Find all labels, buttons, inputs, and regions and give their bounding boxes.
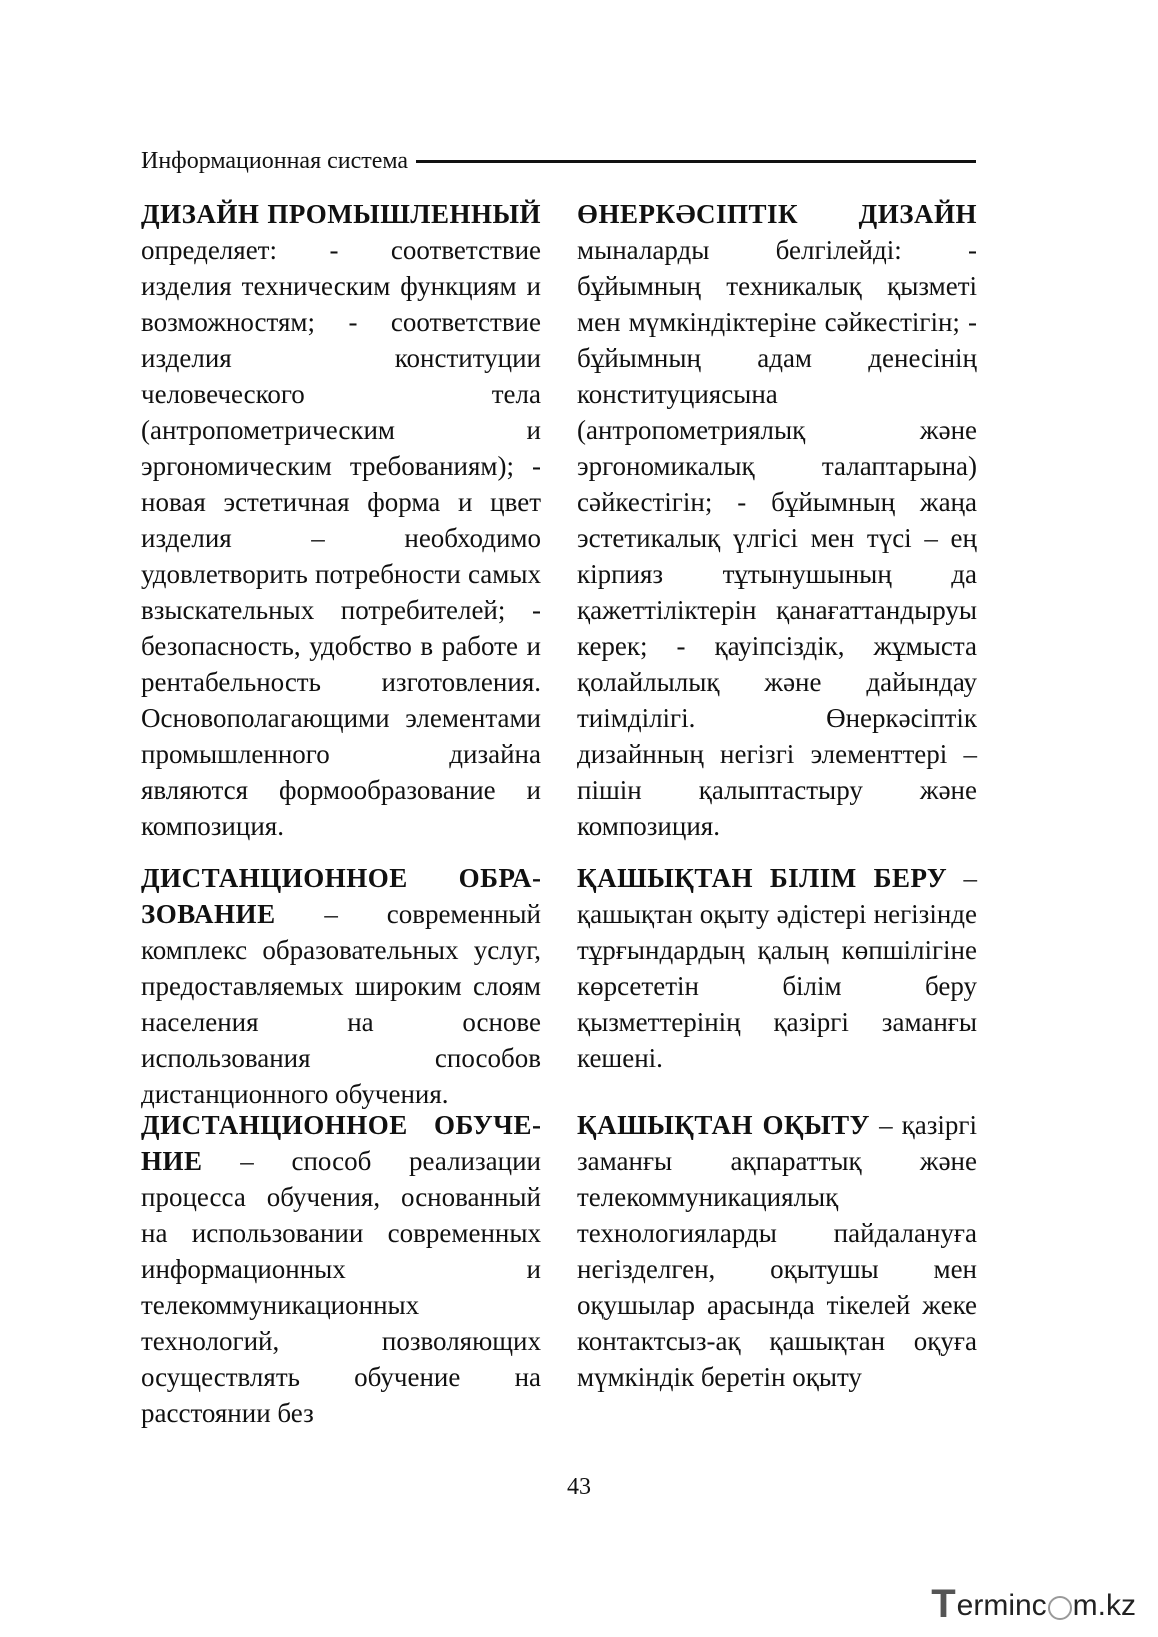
- entry-body: – қашықтан оқыту әдістері негізінде тұрғындардың қалың көпшілігіне көрсететін білім беру қызметтерінің қазіргі заманғы кешені.: [577, 863, 977, 1073]
- entry-term: ҚАШЫҚТАН БІЛІМ БЕРУ: [577, 863, 948, 893]
- page-number: 43: [567, 1474, 591, 1500]
- entry-term: ДИЗАЙН ПРОМЫШЛЕННЫЙ: [141, 199, 541, 229]
- magnifier-icon: [1048, 1596, 1072, 1620]
- entry-industrial-design-kk: [577, 196, 977, 860]
- entry-distance-learning-kk: [577, 1107, 977, 1395]
- entry-distance-education-ru: [141, 860, 541, 1107]
- watermark-text-part1: erminc: [956, 1589, 1047, 1622]
- header-title: Информационная система: [141, 147, 409, 174]
- entry-distance-education-kk: [577, 860, 977, 1107]
- left-column: [141, 196, 541, 1431]
- entry-term: ӨНЕРКӘСІПТІК ДИЗАЙН: [577, 199, 977, 229]
- entry-term: ДИСТАНЦИОННОЕ ОБРАЗОВАНИЕ: [141, 863, 541, 929]
- entry-body: – қазіргі заманғы ақпараттық және телекоммуникациялық технологияларды пайдалануға негізделген, оқытушы мен оқушылар арасында тікелей жеке контактсыз-ақ қашықтан оқуға мүмкіндік беретін оқыту: [577, 1110, 977, 1392]
- entry-distance-learning-ru: [141, 1107, 541, 1431]
- watermark-text-part2: m.kz: [1072, 1589, 1136, 1622]
- entry-term: ҚАШЫҚТАН ОҚЫТУ: [577, 1110, 870, 1140]
- entry-body: определяет: - соответствие изделия техническим функциям и возможностям; - соответствие изделия конституции человеческого тела (антропометрическим и эргономическим требованиям); - новая эстетичная форма и цвет изделия – необходимо удовлетворить потребности самых взыскательных потребителей; - безопасность, удобство в работе и рентабельность изготовления. Основополагающими элементами промышленного дизайна являются формообразование и композиция.: [141, 235, 541, 841]
- entry-body: мыналарды белгілейді: - бұйымның техникалық қызметі мен мүмкіндіктеріне сәйкестігін; - бұйымның адам денесінің конституциясына (антропометриялық және эргономикалық талаптарына) сәйкестігін; - бұйымның жаңа эстетикалық үлгісі мен түсі – ең кірпияз тұтынушының да қажеттіліктерін қанағаттандыруы керек; - қауіпсіздік, жұмыста қолайлылық және дайындау тиімділігі. Өнеркәсіптік дизайнның негізгі элементтері – пішін қалыптастыру және композиция.: [577, 235, 977, 841]
- site-watermark: [931, 1582, 1136, 1626]
- entry-term: ДИСТАНЦИОННОЕ ОБУЧЕНИЕ: [141, 1110, 541, 1176]
- running-header: [141, 146, 976, 176]
- entry-industrial-design-ru: [141, 196, 541, 860]
- entry-body: – современный комплекс образовательных услуг, предоставляемых широким слоям населения на основе использования способов дистанционного обучения.: [141, 899, 541, 1109]
- right-column: [577, 196, 977, 1395]
- watermark-letter-t: T: [931, 1582, 956, 1626]
- header-rule: [416, 160, 976, 163]
- entry-body: – способ реализации процесса обучения, основанный на использовании современных информационных и телекоммуникационных технологий, позволяющих осуществлять обучение на расстоянии без: [141, 1146, 541, 1428]
